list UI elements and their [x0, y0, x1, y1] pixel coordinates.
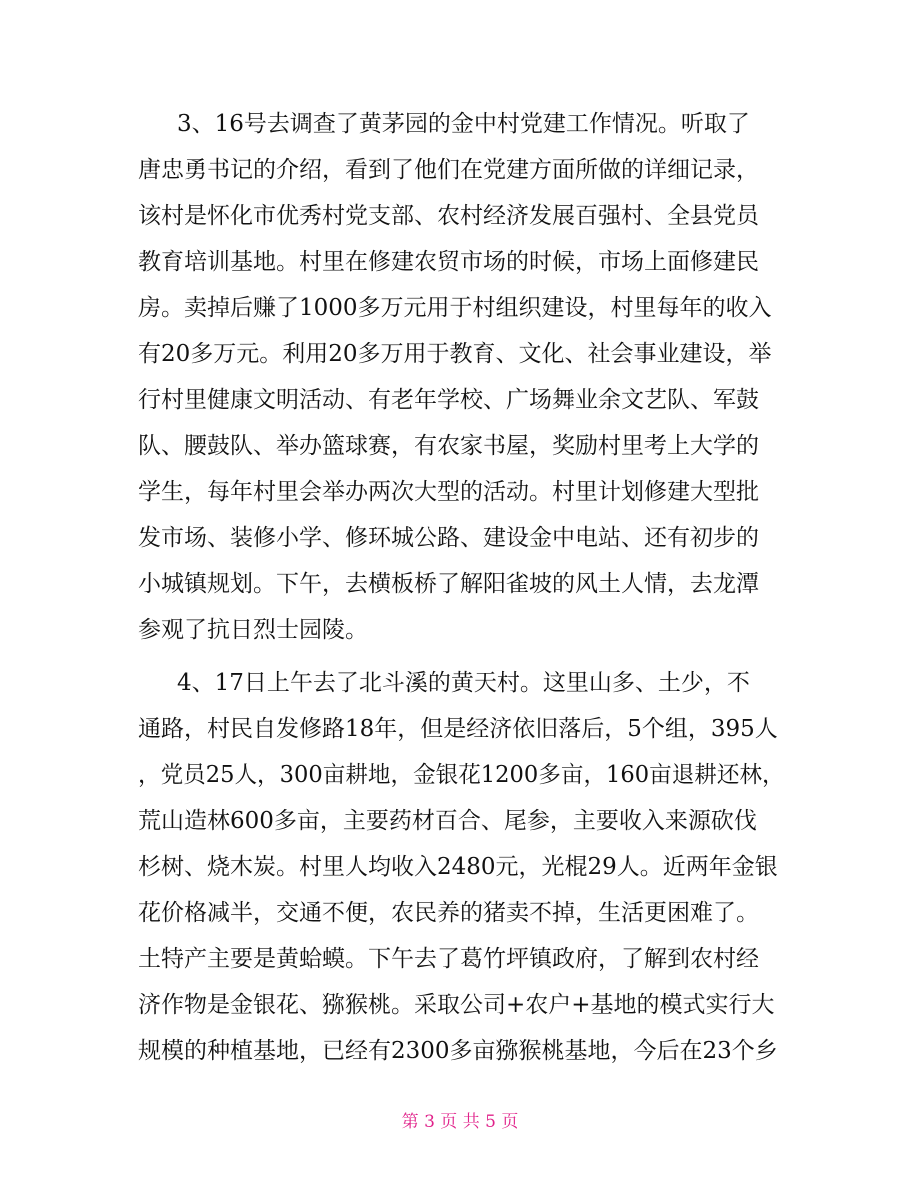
- paragraph-2-line-2: 通路，村民自发修路18年，但是经济依旧落后，5个组，395人: [138, 716, 778, 742]
- paragraph-2-line-6: 花价格减半，交通不便，农民养的猪卖不掉，生活更困难了。: [138, 900, 759, 926]
- paragraph-2-line-3: ，党员25人，300亩耕地，金银花1200多亩，160亩退耕还林，: [138, 762, 785, 788]
- paragraph-1-line-2: 唐忠勇书记的介绍，看到了他们在党建方面所做的详细记录，: [138, 157, 759, 183]
- paragraph-1-line-9: 学生，每年村里会举办两次大型的活动。村里计划修建大型批: [138, 479, 759, 505]
- paragraph-1-line-10: 发市场、装修小学、修环城公路、建设金中电站、还有初步的: [138, 525, 759, 551]
- paragraph-2-line-8: 济作物是金银花、猕猴桃。采取公司+农户+基地的模式实行大: [138, 992, 775, 1018]
- paragraph-2-line-1: 4、17日上午去了北斗溪的黄天村。这里山多、土少，不: [177, 670, 750, 696]
- paragraph-1-line-6: 有20多万元。利用20多万用于教育、文化、社会事业建设，举: [138, 341, 772, 367]
- page-number-footer: 第 3 页 共 5 页: [401, 1112, 519, 1132]
- paragraph-1-line-5: 房。卖掉后赚了1000多万元用于村组织建设，村里每年的收入: [138, 295, 772, 321]
- paragraph-2-line-4: 荒山造林600多亩，主要药材百合、尾参，主要收入来源砍伐: [138, 808, 757, 834]
- paragraph-1-line-8: 队、腰鼓队、举办篮球赛，有农家书屋，奖励村里考上大学的: [138, 433, 759, 459]
- paragraph-1-line-3: 该村是怀化市优秀村党支部、农村经济发展百强村、全县党员: [138, 203, 759, 229]
- paragraph-1-line-12: 参观了抗日烈士园陵。: [138, 617, 368, 643]
- paragraph-2-line-5: 杉树、烧木炭。村里人均收入2480元，光棍29人。近两年金银: [138, 854, 778, 880]
- paragraph-2-line-7: 土特产主要是黄蛤蟆。下午去了葛竹坪镇政府，了解到农村经: [138, 946, 759, 972]
- paragraph-2-line-9: 规模的种植基地，已经有2300多亩猕猴桃基地，今后在23个乡: [138, 1038, 778, 1064]
- paragraph-1-line-7: 行村里健康文明活动、有老年学校、广场舞业余文艺队、军鼓: [138, 387, 759, 413]
- paragraph-1-line-1: 3、16号去调查了黄茅园的金中村党建工作情况。听取了: [177, 111, 750, 137]
- paragraph-1-line-4: 教育培训基地。村里在修建农贸市场的时候，市场上面修建民: [138, 249, 759, 275]
- paragraph-1-line-11: 小城镇规划。下午，去横板桥了解阳雀坡的风土人情，去龙潭: [138, 571, 759, 597]
